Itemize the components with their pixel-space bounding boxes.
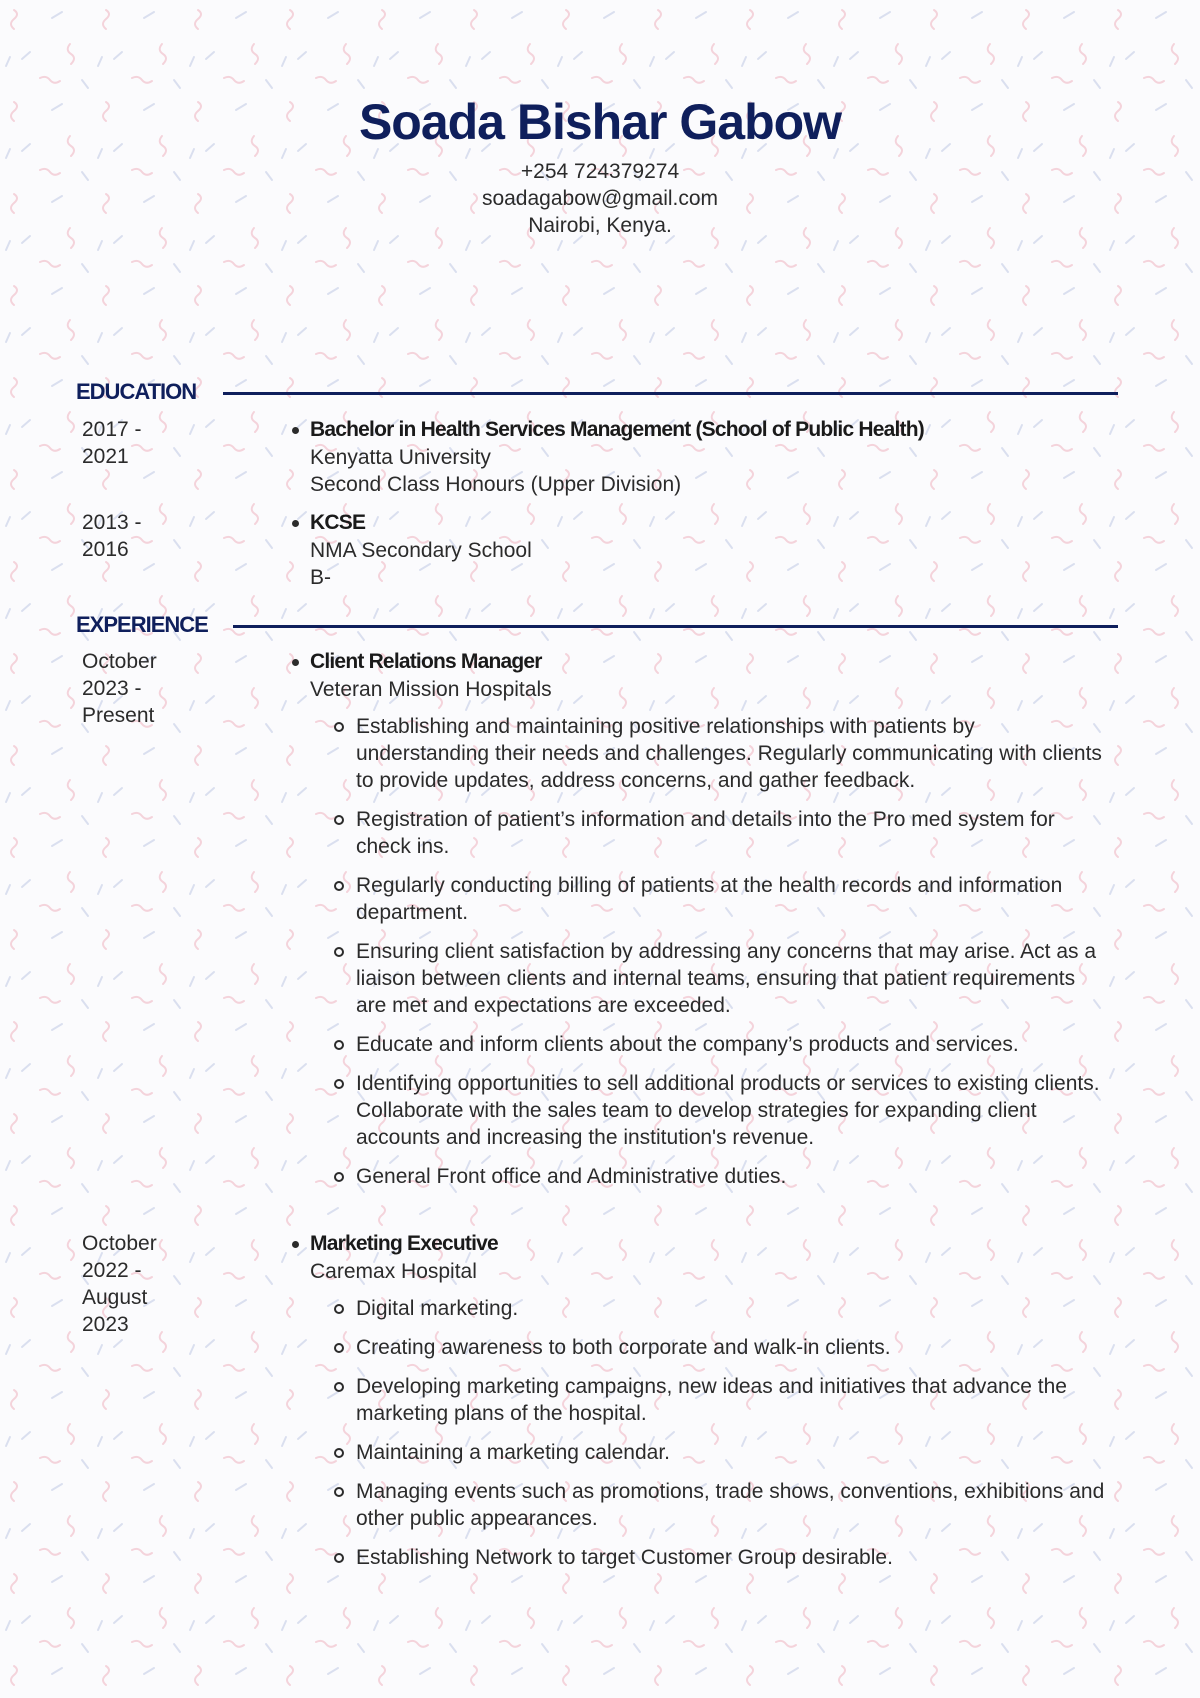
circle-bullet-icon	[334, 1079, 344, 1089]
circle-bullet-icon	[334, 881, 344, 891]
duty-text: Maintaining a marketing calendar.	[356, 1441, 671, 1464]
bullet-icon	[292, 659, 299, 666]
duty-text: Creating awareness to both corporate and walk-in clients.	[356, 1336, 891, 1359]
experience-divider	[233, 625, 1118, 628]
bullet-icon	[292, 427, 299, 434]
list-item	[356, 1295, 1110, 1322]
duty-text: Regularly conducting billing of patients at the health records and information department.	[356, 874, 1063, 924]
organization-name: Veteran Mission Hospitals	[310, 678, 552, 701]
duty-text: Developing marketing campaigns, new ideas and initiatives that advance the marketing plans of the hospital.	[356, 1375, 1067, 1425]
education-section-header	[76, 377, 1118, 407]
list-item	[356, 713, 1110, 794]
entry-body	[310, 648, 1110, 1202]
duties-list	[310, 1295, 1110, 1571]
entry-body	[310, 1230, 1110, 1583]
institution-name: Kenyatta University	[310, 446, 491, 469]
duties-list	[310, 713, 1110, 1190]
duty-text: Digital marketing.	[356, 1297, 519, 1320]
list-item	[356, 1334, 1110, 1361]
circle-bullet-icon	[334, 1553, 344, 1563]
list-item	[356, 806, 1110, 860]
duty-text: Identifying opportunities to sell additional products or services to existing clients. Collaborate with the sales team to develop strategies for expanding client accounts and increasing the institution's revenue.	[356, 1072, 1100, 1149]
entry-date: 2013 - 2016	[82, 511, 142, 561]
duty-text: General Front office and Administrative duties.	[356, 1165, 787, 1188]
list-item	[356, 1031, 1110, 1058]
circle-bullet-icon	[334, 815, 344, 825]
circle-bullet-icon	[334, 1448, 344, 1458]
circle-bullet-icon	[334, 947, 344, 957]
entry-body	[310, 416, 1110, 498]
circle-bullet-icon	[334, 1487, 344, 1497]
duty-text: Establishing Network to target Customer Group desirable.	[356, 1546, 893, 1569]
circle-bullet-icon	[334, 1382, 344, 1392]
circle-bullet-icon	[334, 1040, 344, 1050]
duty-text: Managing events such as promotions, trade shows, conventions, exhibitions and other public appearances.	[356, 1480, 1105, 1530]
candidate-name: Soada Bishar Gabow	[358, 94, 842, 150]
contact-phone: +254 724379274	[520, 160, 680, 183]
experience-section-header	[76, 610, 1118, 640]
list-item	[356, 872, 1110, 926]
education-detail: B-	[310, 566, 331, 589]
experience-heading: EXPERIENCE	[76, 612, 208, 637]
list-item	[356, 1163, 1110, 1190]
circle-bullet-icon	[334, 722, 344, 732]
list-item	[356, 938, 1110, 1019]
duty-text: Ensuring client satisfaction by addressing any concerns that may arise. Act as a liaison between clients and internal teams, ensuring that patient requirements are met and expectations are exceeded.	[356, 940, 1097, 1017]
entry-title-row	[310, 648, 1110, 676]
circle-bullet-icon	[334, 1172, 344, 1182]
bullet-icon	[292, 520, 299, 527]
entry-title-row	[310, 509, 1110, 537]
entry-title-row	[310, 416, 1110, 444]
job-title: Client Relations Manager	[310, 650, 542, 673]
contact-location: Nairobi, Kenya.	[528, 214, 672, 237]
entry-date: 2017 - 2021	[82, 418, 142, 468]
list-item	[356, 1478, 1110, 1532]
degree-title: Bachelor in Health Services Management (School of Public Health)	[310, 418, 924, 441]
entry-title-row	[310, 1230, 1110, 1258]
list-item	[356, 1373, 1110, 1427]
entry-date: October 2022 - August 2023	[82, 1232, 157, 1336]
contact-email: soadagabow@gmail.com	[481, 187, 719, 210]
circle-bullet-icon	[334, 1304, 344, 1314]
education-heading: EDUCATION	[76, 379, 197, 404]
duty-text: Educate and inform clients about the company’s products and services.	[356, 1033, 1019, 1056]
entry-date: October 2023 - Present	[82, 650, 157, 727]
bullet-icon	[292, 1241, 299, 1248]
organization-name: Caremax Hospital	[310, 1260, 477, 1283]
duty-text: Registration of patient’s information and details into the Pro med system for check ins.	[356, 808, 1055, 858]
list-item	[356, 1544, 1110, 1571]
education-detail: Second Class Honours (Upper Division)	[310, 473, 682, 496]
education-divider	[223, 392, 1118, 395]
circle-bullet-icon	[334, 1343, 344, 1353]
institution-name: NMA Secondary School	[310, 539, 532, 562]
duty-text: Establishing and maintaining positive relationships with patients by understanding their needs and challenges. Regularly communicating with clients to provide updates, address concerns, and gather feedback.	[356, 715, 1102, 792]
resume-header	[0, 92, 1200, 239]
entry-body	[310, 509, 1110, 591]
job-title: Marketing Executive	[310, 1232, 498, 1255]
list-item	[356, 1439, 1110, 1466]
list-item	[356, 1070, 1110, 1151]
degree-title: KCSE	[310, 511, 366, 534]
contact-block	[0, 158, 1200, 239]
